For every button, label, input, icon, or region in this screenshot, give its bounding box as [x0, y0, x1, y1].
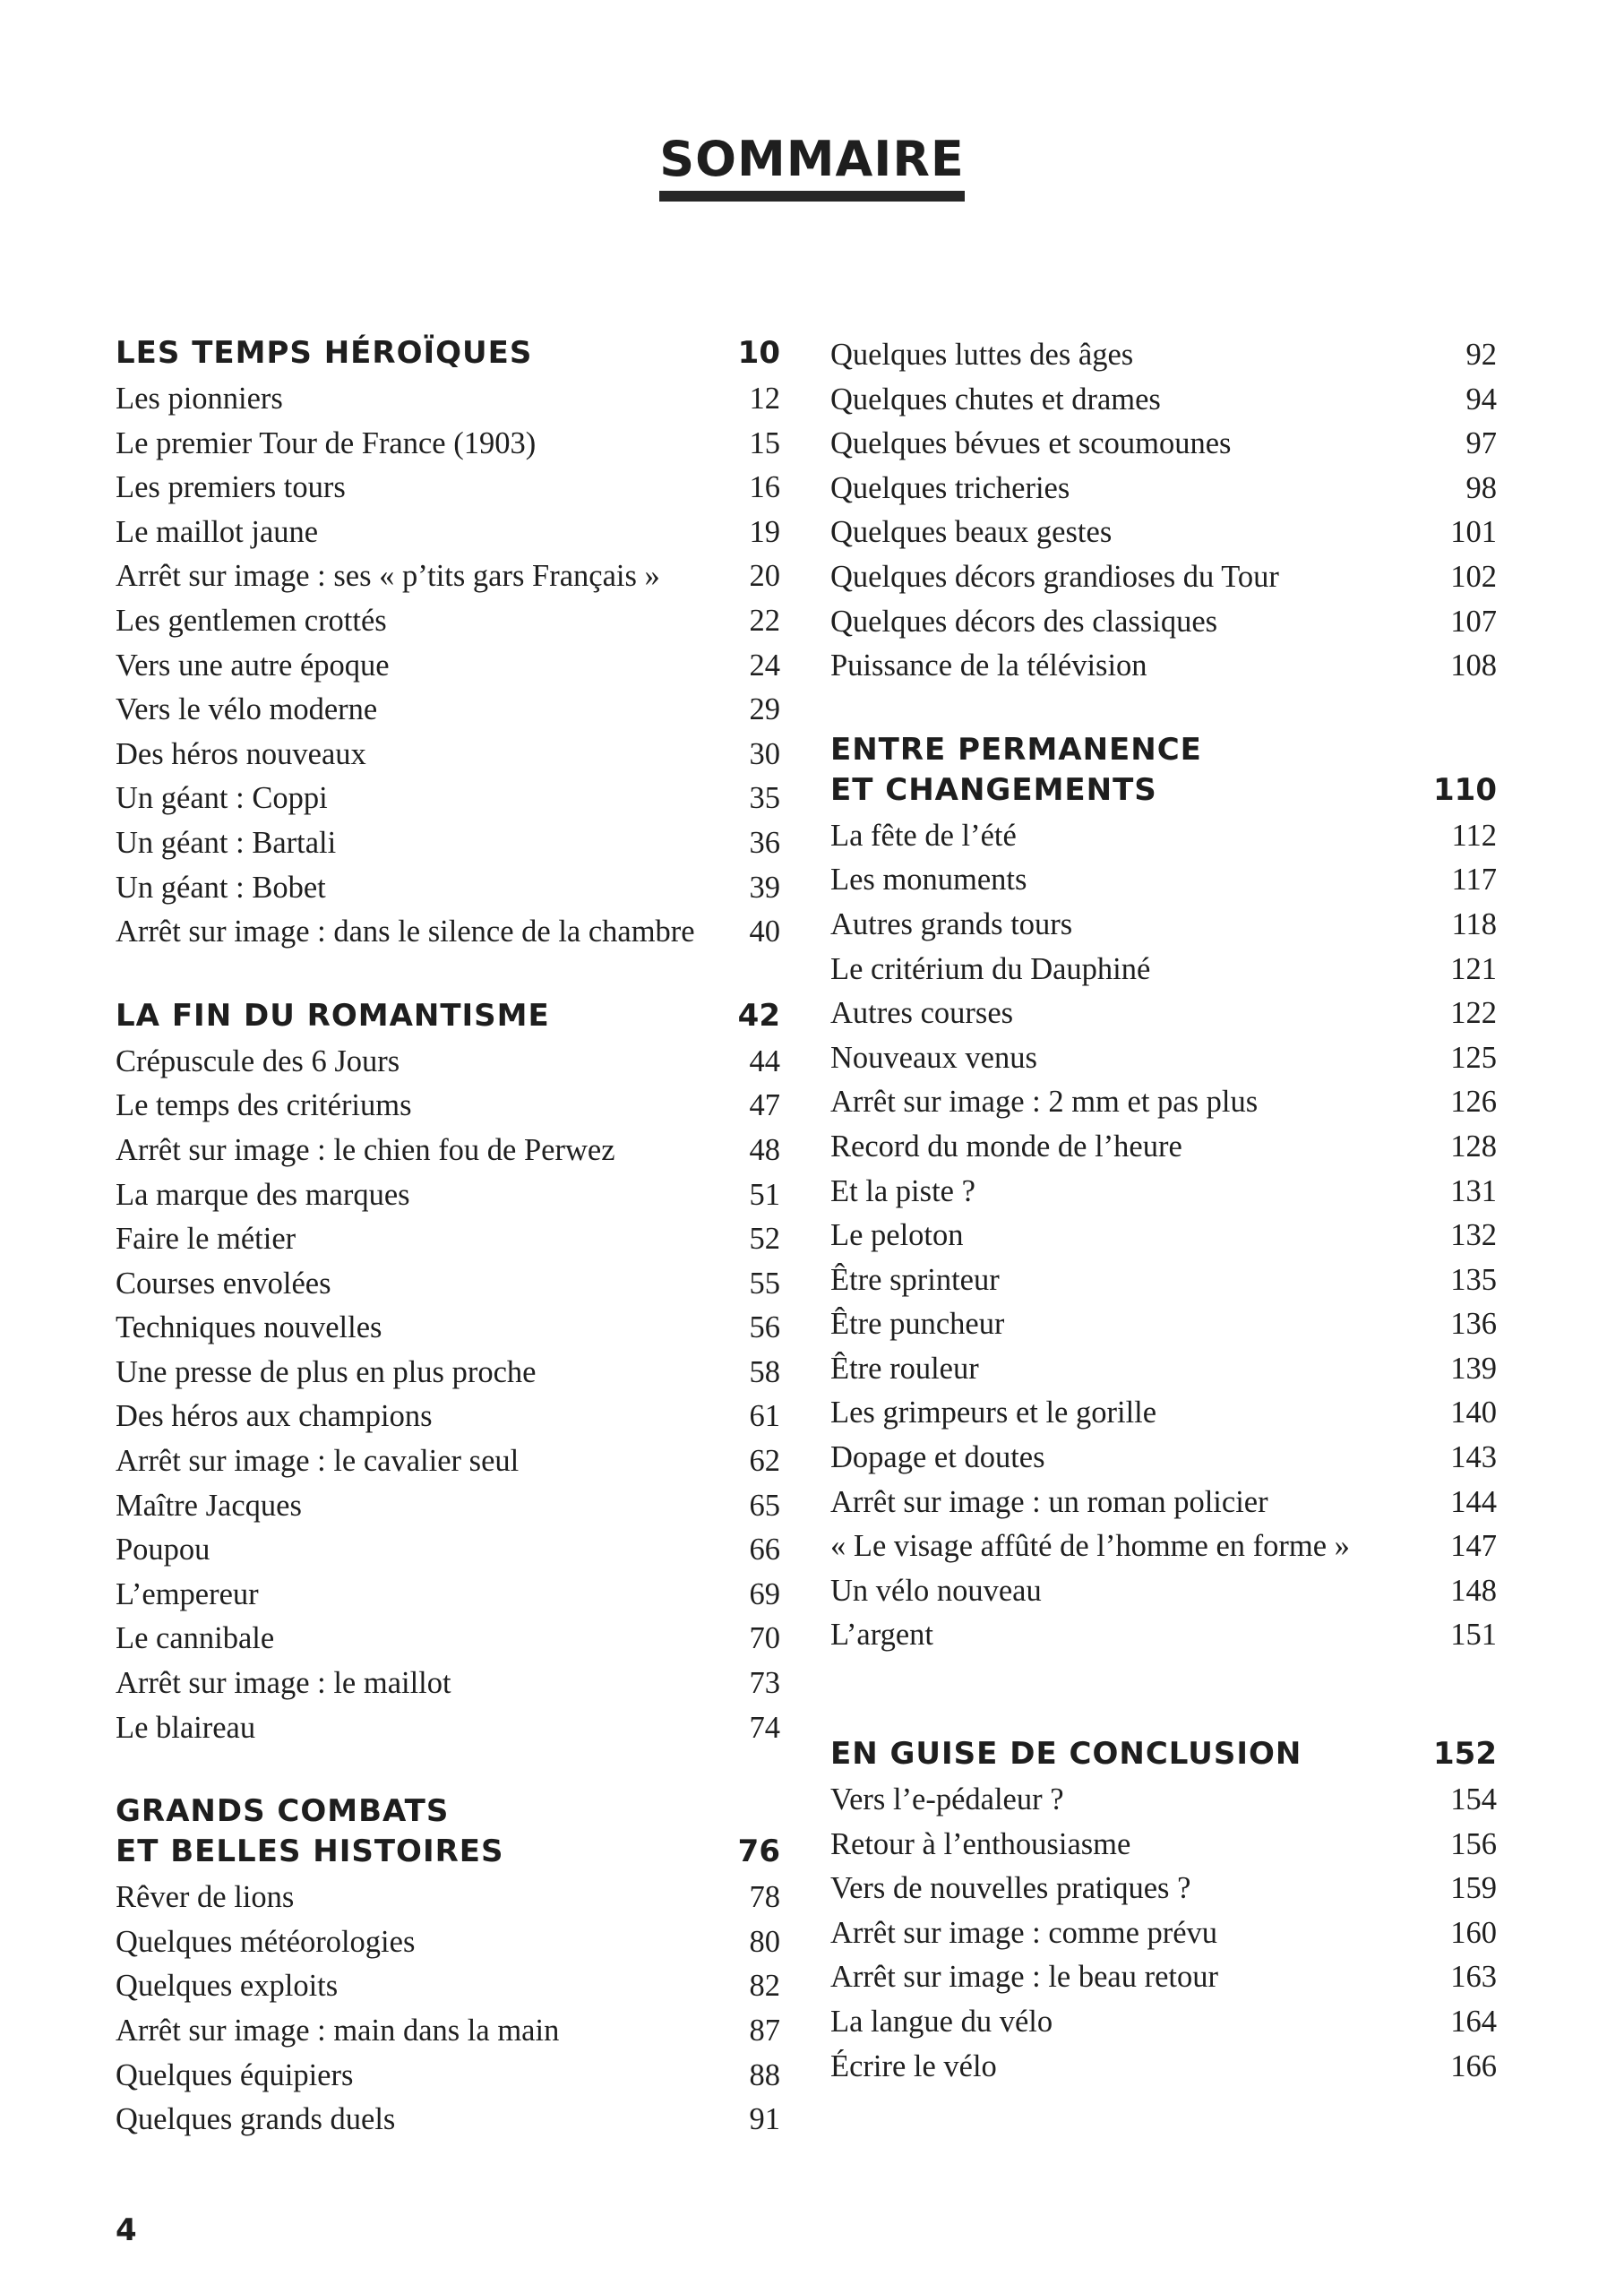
- toc-entry-title: Quelques décors grandioses du Tour: [830, 559, 1279, 594]
- section-heading: [830, 1734, 1497, 1774]
- toc-entry-title: Arrêt sur image : le maillot: [116, 1666, 451, 1701]
- toc-entry: [830, 1125, 1497, 1170]
- toc-entry-page: 52: [749, 1222, 780, 1257]
- toc-entry-title: Rêver de lions: [116, 1880, 295, 1915]
- entry-list: [116, 1876, 780, 2143]
- toc-entry-title: Autres grands tours: [830, 906, 1073, 941]
- section-heading-page: 110: [1433, 771, 1497, 808]
- toc-entry-page: 82: [749, 1969, 780, 2004]
- toc-entry-title: Quelques équipiers: [116, 2057, 354, 2092]
- toc-entry-page: 16: [749, 470, 780, 505]
- toc-entry-page: 51: [749, 1177, 780, 1212]
- toc-entry-title: Être puncheur: [830, 1307, 1005, 1342]
- toc-entry-page: 22: [749, 603, 780, 638]
- section-heading-page: 42: [737, 997, 780, 1034]
- toc-entry-page: 69: [749, 1576, 780, 1611]
- toc-entry: [830, 1955, 1497, 2000]
- toc-entry-page: 48: [749, 1132, 780, 1167]
- toc-entry: [116, 866, 780, 911]
- toc-entry-page: 39: [749, 870, 780, 905]
- toc-entry-title: Être sprinteur: [830, 1262, 1000, 1297]
- toc-entry-page: 73: [749, 1666, 780, 1701]
- toc-entry: [116, 1662, 780, 1706]
- toc-entry-title: Poupou: [116, 1533, 211, 1567]
- toc-entry-title: Nouveaux venus: [830, 1040, 1037, 1075]
- toc-entry: [830, 992, 1497, 1036]
- toc-entry-title: « Le visage affûté de l’homme en forme »: [830, 1529, 1350, 1564]
- toc-entry: [116, 1040, 780, 1085]
- toc-entry: [116, 1876, 780, 1920]
- toc-entry-page: 19: [749, 514, 780, 549]
- toc-right-column: [830, 333, 1497, 2089]
- toc-entry-page: 15: [749, 425, 780, 460]
- toc-entry-title: Arrêt sur image : main dans la main: [116, 2014, 560, 2048]
- toc-entry-page: 88: [749, 2057, 780, 2092]
- toc-entry-title: Le critérium du Dauphiné: [830, 951, 1151, 986]
- toc-entry: [830, 1214, 1497, 1258]
- toc-entry-title: Écrire le vélo: [830, 2048, 997, 2083]
- toc-entry-page: 147: [1450, 1529, 1497, 1564]
- toc-entry-page: 35: [749, 781, 780, 816]
- section-heading: [116, 996, 780, 1036]
- toc-entry-page: 164: [1450, 2005, 1497, 2039]
- toc-entry: [116, 1964, 780, 2009]
- toc-entry-title: Le temps des critériums: [116, 1088, 412, 1123]
- entry-list: [830, 1778, 1497, 2089]
- toc-entry-page: 139: [1450, 1351, 1497, 1386]
- toc-entry-page: 148: [1450, 1573, 1497, 1608]
- toc-entry-page: 107: [1450, 604, 1497, 639]
- toc-entry: [830, 555, 1497, 600]
- toc-entry-page: 112: [1451, 818, 1497, 853]
- toc-entry-page: 140: [1450, 1396, 1497, 1430]
- toc-entry-title: Un géant : Bobet: [116, 870, 326, 905]
- toc-entry-page: 144: [1450, 1484, 1497, 1519]
- section-heading-title: EN GUISE DE CONCLUSION: [830, 1736, 1302, 1773]
- toc-entry-title: Vers de nouvelles pratiques ?: [830, 1871, 1191, 1906]
- toc-entry-title: L’empereur: [116, 1576, 259, 1611]
- toc-entry: [116, 777, 780, 821]
- toc-entry-page: 30: [749, 736, 780, 771]
- toc-entry: [830, 1613, 1497, 1658]
- section-heading-page: 10: [737, 335, 780, 371]
- section-heading-title: LES TEMPS HÉROÏQUES: [116, 335, 533, 371]
- toc-entry: [116, 1262, 780, 1307]
- toc-entry: [830, 858, 1497, 903]
- toc-entry-title: Record du monde de l’heure: [830, 1129, 1182, 1164]
- entry-list: [116, 377, 780, 955]
- toc-entry-title: Faire le métier: [116, 1222, 296, 1257]
- toc-entry: [116, 910, 780, 955]
- toc-entry: [830, 814, 1497, 859]
- toc-entry: [116, 1439, 780, 1484]
- toc-entry-page: 131: [1450, 1173, 1497, 1208]
- toc-entry: [116, 821, 780, 866]
- toc-entry: [830, 422, 1497, 467]
- toc-entry: [830, 600, 1497, 645]
- toc-entry-page: 74: [749, 1710, 780, 1745]
- toc-entry: [116, 1573, 780, 1618]
- toc-entry: [830, 511, 1497, 555]
- toc-entry: [116, 1217, 780, 1262]
- section-heading: [830, 730, 1497, 811]
- toc-entry: [116, 1617, 780, 1662]
- toc-entry: [830, 1258, 1497, 1303]
- toc-entry-page: 91: [749, 2102, 780, 2137]
- toc-entry-title: Quelques luttes des âges: [830, 338, 1134, 372]
- toc-entry: [830, 378, 1497, 423]
- toc-entry-title: Arrêt sur image : le beau retour: [830, 1960, 1218, 1995]
- toc-entry-title: Vers le vélo moderne: [116, 692, 378, 727]
- toc-entry-page: 102: [1450, 559, 1497, 594]
- toc-entry-page: 122: [1450, 996, 1497, 1031]
- toc-entry-title: Arrêt sur image : dans le silence de la chambre: [116, 915, 695, 949]
- toc-entry-page: 24: [749, 648, 780, 683]
- toc-entry: [830, 1778, 1497, 1823]
- toc-entry-page: 47: [749, 1088, 780, 1123]
- toc-entry: [116, 422, 780, 467]
- toc-entry-title: Techniques nouvelles: [116, 1310, 382, 1345]
- toc-entry-title: Le peloton: [830, 1218, 964, 1253]
- toc-entry: [116, 2009, 780, 2054]
- toc-entry-page: 40: [749, 915, 780, 949]
- toc-entry: [116, 2054, 780, 2099]
- toc-entry: [116, 644, 780, 689]
- toc-entry-page: 61: [749, 1399, 780, 1434]
- toc-section: [830, 1734, 1497, 2089]
- toc-entry: [116, 2098, 780, 2143]
- toc-entry-title: Les monuments: [830, 863, 1027, 897]
- toc-entry-page: 92: [1465, 338, 1497, 372]
- toc-section: [116, 996, 780, 1751]
- toc-entry-page: 78: [749, 1880, 780, 1915]
- toc-entry-title: Les gentlemen crottés: [116, 603, 387, 638]
- toc-entry-page: 20: [749, 559, 780, 594]
- toc-entry: [116, 1528, 780, 1573]
- toc-entry: [830, 1436, 1497, 1481]
- toc-entry-page: 56: [749, 1310, 780, 1345]
- toc-entry-page: 160: [1450, 1915, 1497, 1950]
- toc-entry-title: Puissance de la télévision: [830, 648, 1147, 683]
- section-heading: [116, 333, 780, 374]
- toc-entry-title: Un vélo nouveau: [830, 1573, 1042, 1608]
- toc-entry-page: 136: [1450, 1307, 1497, 1342]
- toc-entry-page: 166: [1450, 2048, 1497, 2083]
- toc-entry: [116, 688, 780, 733]
- toc-entry: [116, 1084, 780, 1129]
- toc-entry-page: 97: [1465, 426, 1497, 461]
- toc-entry: [116, 1173, 780, 1218]
- toc-entry-title: Quelques grands duels: [116, 2102, 396, 2137]
- toc-entry: [830, 2045, 1497, 2090]
- toc-entry-page: 70: [749, 1621, 780, 1656]
- toc-entry-page: 66: [749, 1533, 780, 1567]
- toc-entry-title: La marque des marques: [116, 1177, 410, 1212]
- toc-entry-page: 135: [1450, 1262, 1497, 1297]
- toc-entry-title: Arrêt sur image : comme prévu: [830, 1915, 1218, 1950]
- entry-list: [830, 814, 1497, 1658]
- toc-entry-title: La langue du vélo: [830, 2005, 1053, 2039]
- toc-entry: [116, 377, 780, 422]
- toc-entry-page: 101: [1450, 515, 1497, 550]
- toc-entry-title: Un géant : Bartali: [116, 825, 337, 860]
- toc-entry: [830, 2000, 1497, 2045]
- section-heading-title: LA FIN DU ROMANTISME: [116, 997, 550, 1034]
- toc-entry-title: Le premier Tour de France (1903): [116, 425, 537, 460]
- toc-entry-title: L’argent: [830, 1618, 933, 1653]
- toc-entry-title: Des héros aux champions: [116, 1399, 433, 1434]
- toc-left-column: [116, 330, 780, 2143]
- toc-entry-title: Quelques météorologies: [116, 1924, 416, 1959]
- toc-entry-page: 62: [749, 1444, 780, 1479]
- toc-entry-title: Arrêt sur image : 2 mm et pas plus: [830, 1085, 1259, 1120]
- toc-entry-page: 58: [749, 1354, 780, 1389]
- toc-entry: [830, 333, 1497, 378]
- toc-entry-page: 108: [1450, 648, 1497, 683]
- toc-entry-title: Des héros nouveaux: [116, 736, 366, 771]
- toc-entry-page: 126: [1450, 1085, 1497, 1120]
- section-heading-title: ENTRE PERMANENCE ET CHANGEMENTS: [830, 731, 1202, 808]
- toc-section: [116, 333, 780, 955]
- toc-entry-title: Être rouleur: [830, 1351, 979, 1386]
- toc-entry: [116, 733, 780, 777]
- toc-entry: [830, 1170, 1497, 1215]
- toc-entry: [116, 1129, 780, 1173]
- toc-entry-page: 154: [1450, 1782, 1497, 1817]
- toc-entry-title: Quelques bévues et scoumounes: [830, 426, 1232, 461]
- toc-entry: [830, 1347, 1497, 1392]
- toc-entry-page: 151: [1450, 1618, 1497, 1653]
- page-title: SOMMAIRE: [659, 133, 965, 202]
- toc-entry-title: Quelques décors des classiques: [830, 604, 1218, 639]
- toc-entry-page: 36: [749, 825, 780, 860]
- entry-list: [830, 333, 1497, 689]
- toc-entry: [116, 599, 780, 644]
- toc-entry-title: Les pionniers: [116, 382, 283, 416]
- toc-entry-title: Les premiers tours: [116, 470, 346, 505]
- toc-entry: [830, 1867, 1497, 1911]
- toc-entry: [116, 1706, 780, 1751]
- toc-entry-title: Autres courses: [830, 996, 1014, 1031]
- toc-entry: [830, 467, 1497, 511]
- toc-entry-title: Crépuscule des 6 Jours: [116, 1043, 400, 1078]
- toc-entry-page: 80: [749, 1924, 780, 1959]
- toc-entry-page: 65: [749, 1488, 780, 1523]
- toc-entry-page: 12: [749, 382, 780, 416]
- toc-entry-title: Maître Jacques: [116, 1488, 302, 1523]
- toc-entry-page: 98: [1465, 470, 1497, 505]
- toc-entry: [116, 511, 780, 555]
- toc-section: [830, 730, 1497, 1658]
- toc-entry: [116, 1395, 780, 1439]
- toc-entry-title: La fête de l’été: [830, 818, 1017, 853]
- toc-entry-title: Arrêt sur image : le chien fou de Perwez: [116, 1132, 615, 1167]
- toc-entry: [830, 644, 1497, 689]
- toc-entry-page: 163: [1450, 1960, 1497, 1995]
- toc-entry: [116, 1351, 780, 1396]
- toc-entry: [830, 1524, 1497, 1569]
- toc-entry-title: Quelques tricheries: [830, 470, 1070, 505]
- entry-list: [116, 1040, 780, 1751]
- toc-entry-title: Vers une autre époque: [116, 648, 390, 683]
- toc-entry-title: Arrêt sur image : ses « p’tits gars Français »: [116, 559, 660, 594]
- toc-entry: [830, 1569, 1497, 1614]
- toc-entry-title: Et la piste ?: [830, 1173, 975, 1208]
- toc-entry: [830, 948, 1497, 992]
- toc-entry: [830, 1391, 1497, 1436]
- toc-entry-title: Les grimpeurs et le gorille: [830, 1396, 1157, 1430]
- toc-entry-page: 55: [749, 1266, 780, 1301]
- toc-entry-title: Arrêt sur image : le cavalier seul: [116, 1444, 520, 1479]
- section-heading-page: 152: [1433, 1736, 1497, 1773]
- toc-section: [116, 1791, 780, 2143]
- toc-entry-title: Quelques beaux gestes: [830, 515, 1113, 550]
- toc-entry: [830, 1823, 1497, 1868]
- toc-entry-title: Dopage et doutes: [830, 1440, 1045, 1475]
- toc-entry-title: Le maillot jaune: [116, 514, 319, 549]
- toc-entry-page: 87: [749, 2014, 780, 2048]
- toc-entry: [830, 1036, 1497, 1081]
- toc-entry-title: Le cannibale: [116, 1621, 275, 1656]
- section-heading-title: GRANDS COMBATS ET BELLES HISTOIRES: [116, 1793, 504, 1870]
- toc-entry-page: 118: [1451, 906, 1497, 941]
- toc-entry-page: 132: [1450, 1218, 1497, 1253]
- toc-entry: [830, 903, 1497, 948]
- toc-entry-page: 44: [749, 1043, 780, 1078]
- toc-entry-page: 117: [1451, 863, 1497, 897]
- toc-entry: [116, 1484, 780, 1529]
- toc-entry-title: Quelques exploits: [116, 1969, 339, 2004]
- toc-entry-page: 159: [1450, 1871, 1497, 1906]
- toc-entry-title: Quelques chutes et drames: [830, 382, 1161, 417]
- toc-entry-page: 143: [1450, 1440, 1497, 1475]
- toc-entry-page: 121: [1450, 951, 1497, 986]
- toc-entry: [116, 1306, 780, 1351]
- section-heading: [116, 1791, 780, 1872]
- toc-entry: [116, 1920, 780, 1965]
- toc-entry-title: Arrêt sur image : un roman policier: [830, 1484, 1268, 1519]
- title-block: [0, 133, 1624, 202]
- toc-entry-page: 156: [1450, 1826, 1497, 1861]
- toc-entry-title: Un géant : Coppi: [116, 781, 328, 816]
- toc-entry-title: Courses envolées: [116, 1266, 331, 1301]
- toc-entry-page: 128: [1450, 1129, 1497, 1164]
- toc-entry: [116, 554, 780, 599]
- page-number: 4: [116, 2212, 137, 2248]
- toc-entry-title: Retour à l’enthousiasme: [830, 1826, 1131, 1861]
- toc-entry-page: 29: [749, 692, 780, 727]
- toc-entry-title: Vers l’e-pédaleur ?: [830, 1782, 1064, 1817]
- toc-entry-page: 94: [1465, 382, 1497, 417]
- toc-entry: [830, 1080, 1497, 1125]
- toc-entry-page: 125: [1450, 1040, 1497, 1075]
- toc-entry: [830, 1302, 1497, 1347]
- toc-entry: [830, 1481, 1497, 1525]
- toc-entry-title: Le blaireau: [116, 1710, 256, 1745]
- toc-entry: [830, 1911, 1497, 1956]
- toc-entry: [116, 466, 780, 511]
- section-heading-page: 76: [737, 1834, 780, 1870]
- toc-entry-title: Une presse de plus en plus proche: [116, 1354, 537, 1389]
